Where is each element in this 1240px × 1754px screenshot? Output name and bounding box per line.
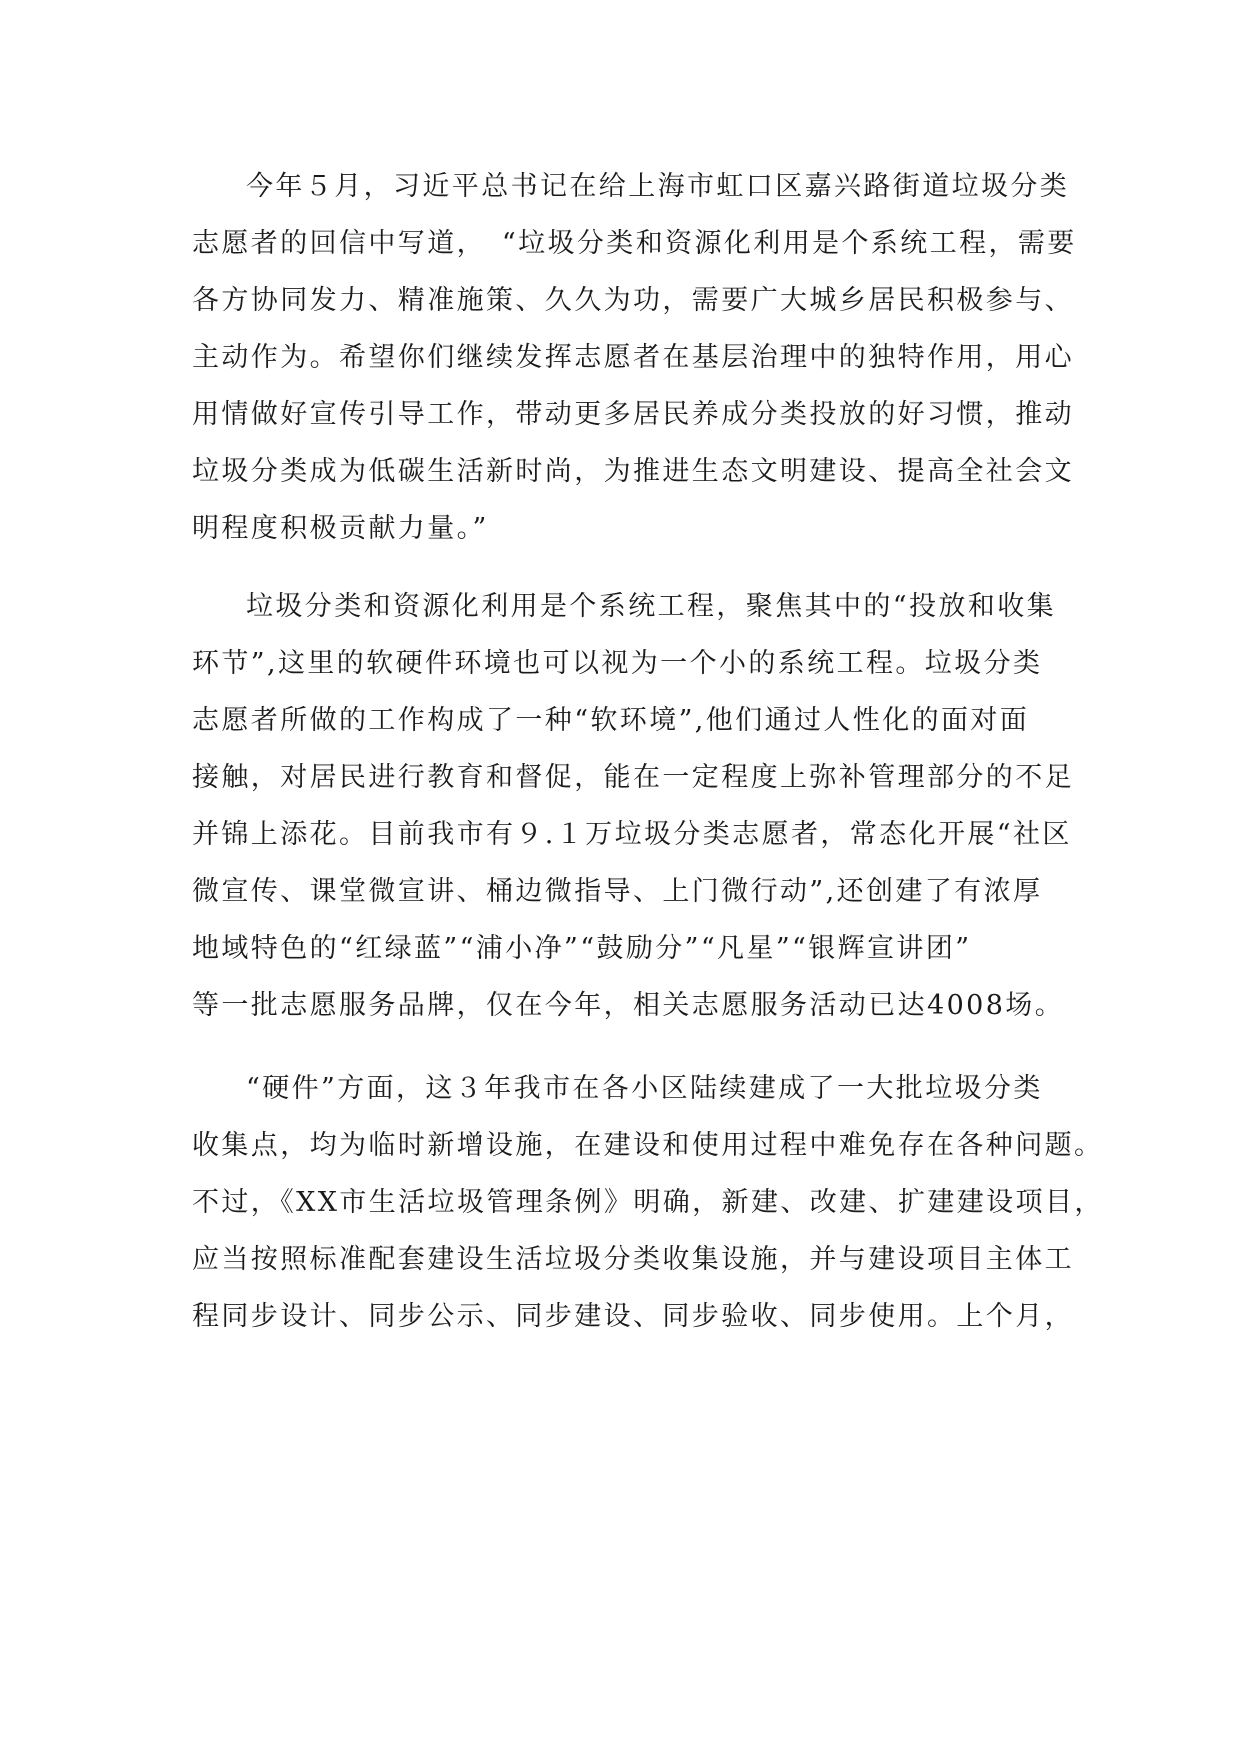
paragraph-line: 垃圾分类和资源化利用是个系统工程，聚焦其中的“投放和收集 [246, 591, 1057, 622]
paragraph-line: 微宣传、课堂微宣讲、桶边微指导、上门微行动”,还创建了有浓厚 [192, 876, 1043, 907]
paragraph-line: 收集点，均为临时新增设施，在建设和使用过程中难免存在各种问题。 [192, 1130, 1104, 1161]
paragraph-xi-letter [192, 158, 1077, 557]
paragraph-line: 志愿者所做的工作构成了一种“软环境”,他们通过人性化的面对面 [192, 705, 1030, 736]
paragraph-line: 接触，对居民进行教育和督促，能在一定程度上弥补管理部分的不足 [192, 762, 1074, 793]
paragraph-line: 并锦上添花。目前我市有９.１万垃圾分类志愿者，常态化开展“社区 [192, 819, 1072, 850]
paragraph-line: 等一批志愿服务品牌，仅在今年，相关志愿服务活动已达4008场。 [192, 990, 1065, 1021]
paragraph-line: “硬件”方面，这３年我市在各小区陆续建成了一大批垃圾分类 [246, 1073, 1043, 1104]
paragraph-line: 程同步设计、同步公示、同步建设、同步验收、同步使用。上个月， [192, 1301, 1074, 1332]
paragraph-line: 今年５月，习近平总书记在给上海市虹口区嘉兴路街道垃圾分类 [246, 171, 1070, 202]
paragraph-line: 应当按照标准配套建设生活垃圾分类收集设施，并与建设项目主体工 [192, 1244, 1074, 1275]
paragraph-line: 明程度积极贡献力量。” [192, 513, 489, 544]
paragraph-hardware [192, 1060, 1104, 1345]
paragraph-line: 用情做好宣传引导工作，带动更多居民养成分类投放的好习惯，推动 [192, 399, 1074, 430]
paragraph-line: 主动作为。希望你们继续发挥志愿者在基层治理中的独特作用，用心 [192, 342, 1074, 373]
paragraph-line: 环节”,这里的软硬件环境也可以视为一个小的系统工程。垃圾分类 [192, 648, 1043, 679]
paragraph-line: 志愿者的回信中写道， “垃圾分类和资源化利用是个系统工程，需要 [192, 228, 1077, 259]
paragraph-line: 地域特色的“红绿蓝”“浦小净”“鼓励分”“凡星”“银辉宣讲团” [192, 933, 972, 964]
paragraph-line: 垃圾分类成为低碳生活新时尚，为推进生态文明建设、提高全社会文 [192, 456, 1074, 487]
paragraph-soft-environment [192, 578, 1074, 1034]
paragraph-line: 各方协同发力、精准施策、久久为功，需要广大城乡居民积极参与、 [192, 285, 1074, 316]
paragraph-line: 不过，《XX市生活垃圾管理条例》明确，新建、改建、扩建建设项目， [192, 1187, 1104, 1218]
